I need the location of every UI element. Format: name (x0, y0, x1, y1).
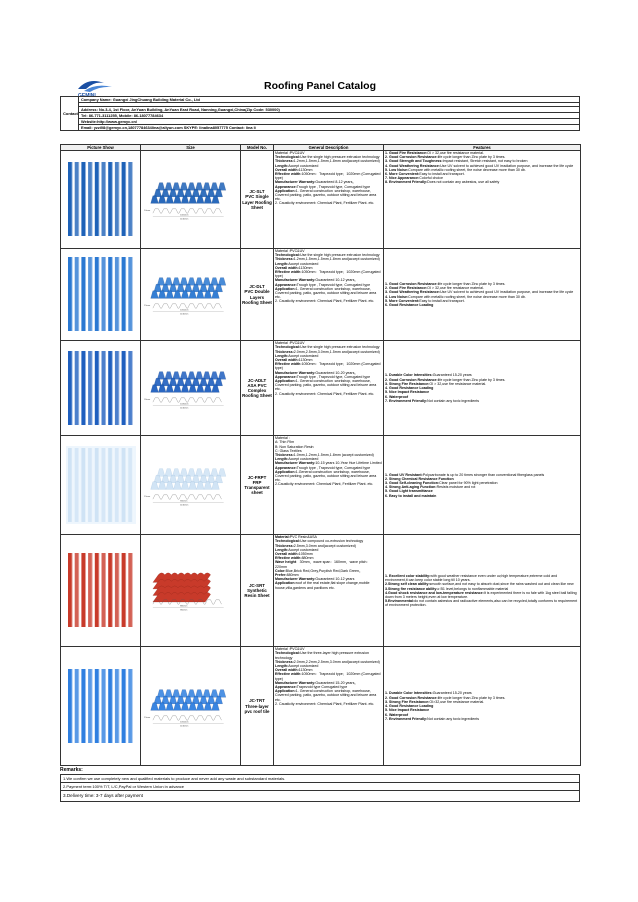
description-key: Wave height (275, 560, 297, 565)
description-line (275, 470, 382, 483)
description-key: Appearance: (275, 465, 297, 470)
panel-photo (62, 154, 140, 244)
description-key: Thickness: (275, 453, 294, 458)
description-value: 1050mm：Trapezoid type；1020mm (Corrugated type) (275, 362, 381, 371)
description-key: Application: (275, 469, 296, 474)
picture-cell (61, 249, 141, 341)
description-value: roof of the real estate,flat slope change,mobile house,villa,gardens and pavilions etc. (275, 581, 370, 590)
feature-line (385, 180, 579, 184)
description-key: Manufacturer Warranty: (275, 577, 316, 582)
feature-value: Easy to install and transport. (419, 298, 465, 303)
description-value: 1. General construction :workshop, warehouse, Covered parking, patio, gazebo, outdoor sitting and leisure area etc. (275, 188, 377, 202)
feature-key: 6. Waterproof (385, 394, 409, 399)
description-key: Thickness: (275, 349, 294, 354)
feature-key: 2. Good Corrosion Resistance: (385, 377, 438, 382)
description-value: Accept customized (288, 664, 319, 669)
description-key: Material: (275, 535, 290, 540)
description-value: B: Non Saturation Resin (275, 444, 314, 449)
description-value: PVC Resin&ASA (289, 535, 317, 540)
description-key: Manufacturer Warranty: (275, 680, 316, 685)
feature-line (385, 599, 579, 607)
dimension-label: 1130mm (180, 313, 189, 316)
dimension-label: 15mm (144, 716, 151, 719)
feature-key: 1. Good Fire Resistance: (385, 151, 428, 155)
panel-illustration (142, 455, 240, 515)
company-website[interactable]: Website:http://www.gemyc.cn/ (81, 119, 137, 124)
description-value: Trough type , Trapezoid type, Corrugated type (296, 374, 371, 379)
dimension-label: 15mm (144, 495, 151, 498)
description-line (275, 482, 382, 486)
description-key: Effective width: (275, 172, 302, 177)
feature-value: Guaranteed 15-20 years (432, 691, 472, 696)
feature-value: smooth surface,and not easy to absorb dust,since the rains washed out and clean like new (429, 582, 574, 587)
feature-key: 1. Durable Color Intensities: (385, 691, 433, 696)
model-number: JC-TRT Three-layer pvc roof tile (241, 647, 274, 766)
dimension-label: 1030mm (180, 402, 189, 405)
description-key: Thickness: (275, 543, 294, 548)
description-value: Guaranteed 8-12 years。 (315, 180, 356, 185)
product-row (61, 647, 581, 766)
description-key: Thickness: (275, 257, 294, 262)
description-value: 1. General construction :workshop, warehouse, Covered parking, patio, gazebo, outdoor sitting and leisure area etc. (275, 689, 377, 702)
description-line (275, 702, 382, 706)
feature-key: 1. Excellent color stability: (385, 573, 431, 578)
size-cell (141, 535, 241, 647)
description-value: Use the single high pressure extrusion technology (300, 253, 380, 258)
general-description (274, 249, 384, 341)
contact-table (60, 96, 580, 131)
panel-photo (62, 545, 140, 635)
description-value: 10-15 years 10-Year Hue Lifetime Limited (315, 461, 382, 466)
model-number: JC-FRPT FRP Transparent sheet (241, 436, 274, 535)
description-value: Guaranteed 10-20 years。 (315, 370, 358, 375)
feature-key: 8. Environment Friendly: (385, 180, 428, 185)
remark-item: 3.Delivery time: 3-7 days after payment (61, 791, 580, 802)
description-line (275, 189, 382, 202)
panel-photo (62, 249, 140, 339)
description-key: Appearance: (275, 184, 297, 189)
dimension-label: 10mm (144, 209, 151, 212)
description-key: Length: (275, 664, 289, 669)
feature-value: do not contain asbestos and radioactive elements,also can be recycled,totally conforms to requirement of environment protection. (385, 599, 578, 608)
description-value: 1050mm：Trapezoid type；1020mm (Corrugated type) (275, 270, 381, 279)
panel-illustration (142, 358, 240, 418)
feature-line (385, 303, 579, 307)
logo-text: GEMINI (78, 93, 96, 99)
description-value: Guaranteed 10-12 years (315, 577, 355, 582)
description-value: Trough type , Trapezoid type, Corrugated type (296, 282, 371, 287)
description-value: Material :PVC&UV (275, 341, 305, 346)
description-line (275, 581, 382, 589)
feature-key: 7. Environment Friendly: (385, 716, 428, 721)
description-value: 2. Causticity environment: Chemical Plant, Fertilizer Plant. etc. (275, 299, 375, 304)
description-value: 2.5mm,3.0mm and(accept customized) (293, 543, 356, 548)
feature-value: Clear panel for 90% light penetration (439, 481, 498, 485)
model-number: JC-SLT PVC Single Layer Roofing Sheet (241, 151, 274, 249)
feature-key: 4. Good Weathering Resistance: (385, 163, 441, 168)
description-key: Application: (275, 286, 296, 291)
description-value: 1.2mm,1.5mm,1.5mm,1.8mm and(accept customized) (293, 257, 380, 262)
feature-key: 7. Nice Appearance: (385, 176, 420, 181)
picture-cell (61, 535, 141, 647)
general-description (274, 151, 384, 249)
feature-value: life cycle longer than Zinc plate by 3 times. (437, 281, 506, 286)
description-value: Material :PVC&UV (275, 249, 305, 253)
feature-value: Compare with metallic roofing sheet, the noise decrease more than 30 db. (408, 167, 526, 172)
description-line (275, 689, 382, 702)
feature-value: It is experimented there is no fale with 1kg steel ball falling down from 3 meters height,even at low temperature. (385, 590, 577, 599)
feature-key: 2. Good Fire Resistance: (385, 286, 428, 291)
description-value: Use the single high pressure extrusion technology (300, 345, 380, 350)
description-value: Blue,Brick Red,Grey,Purplish Red,Dark Green。 (285, 568, 363, 573)
feature-line (385, 574, 579, 582)
dimension-label: 960mm (180, 609, 188, 612)
size-cell (141, 151, 241, 249)
size-cell (141, 249, 241, 341)
description-key: Appearance: (275, 374, 297, 379)
description-key: Manufacturer Warranty: (275, 461, 316, 466)
feature-value: OI>32,use fire resistance material. (429, 699, 485, 704)
model-number: JC-ADLT ASA PVC Complex Roofing Sheet (241, 341, 274, 436)
description-key: Technological: (275, 345, 301, 350)
product-row (61, 436, 581, 535)
dimension-label: 880mm (180, 605, 188, 608)
feature-key: 1. Good Corrosion Resistance: (385, 281, 438, 286)
feature-value: Impact resistant, Stretch resistant, not easy to broken (442, 159, 528, 164)
dimension-label: 900mm (180, 499, 188, 502)
description-key: Length: (275, 163, 289, 168)
description-key: Effective width: (275, 556, 302, 561)
description-value: 880mm (286, 573, 299, 578)
feature-key: 6. Good Resistance Loading (385, 303, 434, 307)
feature-value: life cycle longer than Zinc plate by 3 times. (437, 155, 506, 160)
description-key: Overall width: (275, 358, 299, 363)
feature-key: 2. Good Corrosion Resistance: (385, 695, 438, 700)
feature-key: 3. Strong Fire Resistance: (385, 381, 430, 386)
product-row (61, 535, 581, 647)
description-value: Trough type , Trapezoid type, Corrugated type (296, 465, 371, 470)
page-title: Roofing Panel Catalog (263, 80, 376, 92)
description-value: 1.0mm,1.2mm,1.5mm,1.8mm (accept customized) (293, 453, 374, 458)
feature-value: ≥ B1 level,belongs to nonflammable material (437, 586, 509, 591)
company-name: Company Name: Guangxi JingChuang Building Material Co., Ltd (81, 97, 200, 102)
description-value: 2. Causticity environment: Chemical Plant, Fertilizer Plant. etc. (275, 391, 375, 396)
company-address: Address: No.3-4, 1st Floor, AnYuan Building, AnYuan East Road, Nanning,Guangxi,China(Zip Code: 530000) (81, 107, 280, 112)
feature-value: OI > 32,use fire resistance material. (429, 381, 487, 386)
feature-key: 4. Low Noise: (385, 294, 409, 299)
description-value: 1. General construction :workshop, warehouse, Covered parking, patio, gazebo, outdoor sitting and leisure area etc. (275, 286, 377, 300)
description-key: Length: (275, 261, 289, 266)
features (384, 647, 581, 766)
picture-cell (61, 151, 141, 249)
feature-key: 5. More Convenient: (385, 298, 420, 303)
feature-value: Use UV solvent to achieved good UV irradiation purpose, and increase the life cycle (440, 163, 574, 168)
description-key: Effective width: (275, 270, 302, 275)
description-key: Technological: (275, 155, 301, 160)
description-value: 2.0mm,2.5mm,3.0mm,1.5mm and(accept customized) (293, 349, 380, 354)
feature-key: 6. Waterproof (385, 712, 409, 717)
feature-key: 4. Good Resistance Loading (385, 704, 434, 709)
description-key: Effective width: (275, 672, 302, 677)
general-description (274, 647, 384, 766)
description-key: Overall width: (275, 668, 299, 673)
description-value: Trapezoid type Corrugated type (296, 685, 348, 690)
feature-value: life cycle longer than Zinc plate by 3 times. (437, 377, 506, 382)
product-row (61, 341, 581, 436)
feature-value: Resists moisture and rot (436, 485, 476, 490)
feature-key: 4. Strong Anti-aging Function: (385, 485, 437, 490)
product-row (61, 249, 581, 341)
panel-illustration (142, 560, 240, 620)
description-key: Application: (275, 379, 296, 384)
panel-illustration (142, 676, 240, 736)
dimension-label: 1130mm (180, 218, 189, 221)
model-number: JC-DLT PVC Double Layers Roofing Sheet (241, 249, 274, 341)
description-line (275, 299, 382, 303)
description-line (275, 172, 382, 180)
company-email[interactable]: Email: yzzi08@gemyc.cn,18077784634lina@aliyun.com SKYPE: linalina8057775 Contact: lina li (81, 125, 256, 130)
description-key: Application: (275, 581, 296, 586)
description-key: Thickness: (275, 159, 294, 164)
description-key: Appearance: (275, 685, 297, 690)
description-key: Technological: (275, 539, 301, 544)
panel-photo (62, 343, 140, 433)
size-cell (141, 436, 241, 535)
description-value: 2. Causticity environment: Chemical Plant, Fertilizer Plant. etc. (275, 201, 375, 206)
feature-key: 5. Low Noise: (385, 167, 409, 172)
feature-key: 6. More Convenient: (385, 172, 420, 177)
feature-key: 4.Good shock resistance and low-temperature resistance: (385, 590, 484, 595)
description-value: 880mm (301, 556, 314, 561)
dimension-label: 1050mm (180, 309, 189, 312)
header-picture: Picture Show (61, 145, 141, 151)
description-value: 1.2mm,1.5mm,1.5mm,1.8mm and(accept customized) (293, 159, 380, 164)
features (384, 341, 581, 436)
remark-item: 1.We confirm we use completely new and qualified materials to produce and never add any waste and substandard materials. (61, 775, 580, 783)
feature-line (385, 399, 579, 403)
picture-cell (61, 436, 141, 535)
feature-value: Guaranteed 15-20 years (432, 373, 472, 378)
panel-photo (62, 661, 140, 751)
description-line (275, 392, 382, 396)
description-value: 2.Causticity environment: Chemical Plant, Fertilizer Plant. etc. (275, 482, 374, 487)
description-line (275, 560, 382, 568)
feature-key: 3. Strong Fire Resistance: (385, 699, 430, 704)
feature-key: 2. Strong Chemical Resistance Function (385, 476, 454, 481)
contact-label: Contact (61, 97, 79, 131)
feature-value: Easy to install and transport. (419, 172, 465, 177)
header-size: Size (141, 145, 241, 151)
description-value: Accept customized (288, 163, 319, 168)
feature-line (385, 494, 579, 498)
description-value: Use the single high pressure extrusion technology (300, 155, 380, 160)
description-key: Overall width: (275, 265, 299, 270)
description-value: 2.0mm,2.2mm,2.5mm,3.0mm and(accept customized) (293, 659, 380, 664)
dimension-label: 1130mm (180, 407, 189, 410)
description-value: Guaranteed 10-12 years。 (315, 278, 358, 283)
panel-illustration (142, 169, 240, 229)
description-key: Length: (275, 547, 289, 552)
description-value: C: Glass Textiles (275, 448, 302, 453)
description-key: Length: (275, 457, 289, 462)
description-line (275, 270, 382, 278)
description-line (275, 379, 382, 392)
description-key: Application: (275, 689, 296, 694)
feature-key: 5. Nice Impact Resistance (385, 708, 430, 713)
picture-cell (61, 647, 141, 766)
description-value: 1050mm：Trapezoid type；1020mm (Corrugated type) (275, 672, 381, 681)
remarks-label: Remarks: (60, 767, 83, 773)
feature-value: Does not contain any asbestos, use all safety (427, 180, 500, 185)
feature-value: Colorful choice (419, 176, 444, 181)
dimension-label: 1130mm (180, 504, 189, 507)
feature-value: Not contain any toxic ingredients (427, 398, 480, 403)
feature-key: 2. Good Corrosion Resistance: (385, 155, 438, 160)
dimension-label: 20mm (144, 398, 151, 401)
feature-key: 3. Good Strength and Toughness: (385, 159, 443, 164)
panel-illustration (142, 264, 240, 324)
header-description: General Description (274, 145, 384, 151)
description-key: Technological: (275, 253, 301, 258)
feature-key: 1. Durable Color Intensities: (385, 373, 433, 378)
feature-value: with good weather resistance even under uv,high temperature,extreme cold and environment,it can keep color stable long till 10 years. (385, 573, 558, 583)
description-value: Accept customized (288, 457, 319, 462)
dimension-label: 1130mm (180, 725, 189, 728)
feature-key: 7. Environment Friendly: (385, 398, 428, 403)
feature-value: Compare with metallic roofing sheet, the noise decrease more than 30 db. (408, 294, 526, 299)
feature-key: 1. Good UV Resistant: (385, 472, 423, 477)
description-value: Accept customized (288, 261, 319, 266)
description-line (275, 287, 382, 300)
feature-value: OI > 32,use fire resistance material. (427, 286, 484, 291)
feature-value: Not contain any toxic ingredients (427, 716, 480, 721)
description-key: Manufacturer Warranty: (275, 370, 316, 375)
description-value: Accept customized (288, 547, 319, 552)
size-cell (141, 341, 241, 436)
description-value: 1.General construction :workshop, warehouse, Covered parking, patio, gazebo, outdoor sitting and leisure area etc. (275, 469, 377, 483)
description-value: 1130mm (298, 265, 313, 270)
description-line (275, 651, 382, 659)
general-description (274, 436, 384, 535)
description-value: Material :PVC&UV (275, 151, 305, 155)
description-value: Trough type , Trapezoid type, Corrugated type (296, 184, 371, 189)
description-value: Use the three-layer high pressure extrusion technology (275, 651, 370, 660)
description-key: Application: (275, 188, 296, 193)
picture-cell (61, 341, 141, 436)
features (384, 535, 581, 647)
feature-line (385, 717, 579, 721)
description-key: Thickness: (275, 659, 294, 664)
feature-key: 5. Good Light transmittance (385, 489, 433, 494)
feature-value: OI > 32,use fire resistance material. (427, 151, 484, 155)
description-key: Appearance: (275, 282, 297, 287)
dimension-label: 15mm (144, 304, 151, 307)
header-model: Model No. (241, 145, 274, 151)
feature-key: 3. Good Self-cleaning Function: (385, 481, 440, 485)
description-key: Overall width: (275, 552, 299, 557)
description-key: Length: (275, 353, 289, 358)
description-key: Manufacturer Warranty: (275, 278, 316, 283)
description-value: 1130mm (298, 668, 313, 673)
feature-key: 3.Strong fire resistance ability: (385, 586, 438, 591)
description-key: Effective width: (275, 362, 302, 367)
panel-photo (62, 440, 140, 530)
description-value: 2. Causticity environment: Chemical Plant, Fertilizer Plant. etc. (275, 701, 375, 706)
features (384, 249, 581, 341)
description-value: Material : (275, 436, 290, 441)
remark-item: 2.Payment term:100% T/T, L/C,PayPal or Western Union in advance (61, 783, 580, 791)
description-value: 1050mm：Trapezoid type；1020mm (Corrugated type) (275, 172, 381, 181)
description-line (275, 362, 382, 370)
description-key: Overall width: (275, 167, 299, 172)
dimension-label: 1050mm (180, 720, 189, 723)
feature-line (385, 591, 579, 599)
feature-key: 6. Easy to install and maintain (385, 493, 437, 498)
remarks-table (60, 774, 580, 802)
description-value: 1130mm (298, 358, 313, 363)
feature-key: 4. Good Resistance Loading (385, 386, 434, 391)
description-key: Prefer: (275, 573, 287, 578)
general-description (274, 341, 384, 436)
description-line (275, 201, 382, 205)
description-key: Technological: (275, 651, 301, 656)
description-value: 1130mm (298, 167, 313, 172)
feature-value: Use UV solvent to achieved good UV irradiation purpose, and increase the life cycle (440, 290, 574, 295)
company-tel: Tel: 86-771-3111255, Mobile: 86-18077784634 (81, 113, 164, 118)
description-value: Material :PVC&UV (275, 647, 305, 652)
description-value: A: Thin Film (275, 440, 295, 445)
header-features: Features (384, 145, 581, 151)
description-value: Guaranteed 15-20 years。 (315, 680, 358, 685)
description-line (275, 672, 382, 680)
feature-key: 5.Environmental: (385, 599, 415, 604)
features (384, 436, 581, 535)
size-cell (141, 647, 241, 766)
feature-key: 2.Strong self clean ability: (385, 582, 430, 587)
description-value: Use compound co-extrusion technology (300, 539, 364, 544)
general-description (274, 535, 384, 647)
description-key: Color: (275, 568, 286, 573)
description-key: Manufacturer Warranty: (275, 180, 316, 185)
dimension-label: 1000mm (180, 214, 189, 217)
description-value: 1050mm (298, 552, 313, 557)
description-value: Accept customized (288, 353, 319, 358)
feature-value: life cycle longer than Zinc plate by 3 times. (437, 695, 506, 700)
model-number: JC-SRT Synthetic Resin Sheet (241, 535, 274, 647)
product-table (60, 144, 581, 766)
description-value: ：30mm，wave span：160mm，wave pitch：220mm (275, 560, 371, 569)
feature-key: 5. Nice Impact Resistance (385, 390, 430, 395)
feature-value: Polycarbonate is up to 20 times stronger than conventional fiberglass panels (422, 472, 545, 477)
features (384, 151, 581, 249)
product-row (61, 151, 581, 249)
feature-key: 3. Good Weathering Resistance: (385, 290, 441, 295)
description-value: 1. General construction :workshop, warehouse, Covered parking, patio, gazebo, outdoor sitting and leisure area etc. (275, 379, 377, 392)
